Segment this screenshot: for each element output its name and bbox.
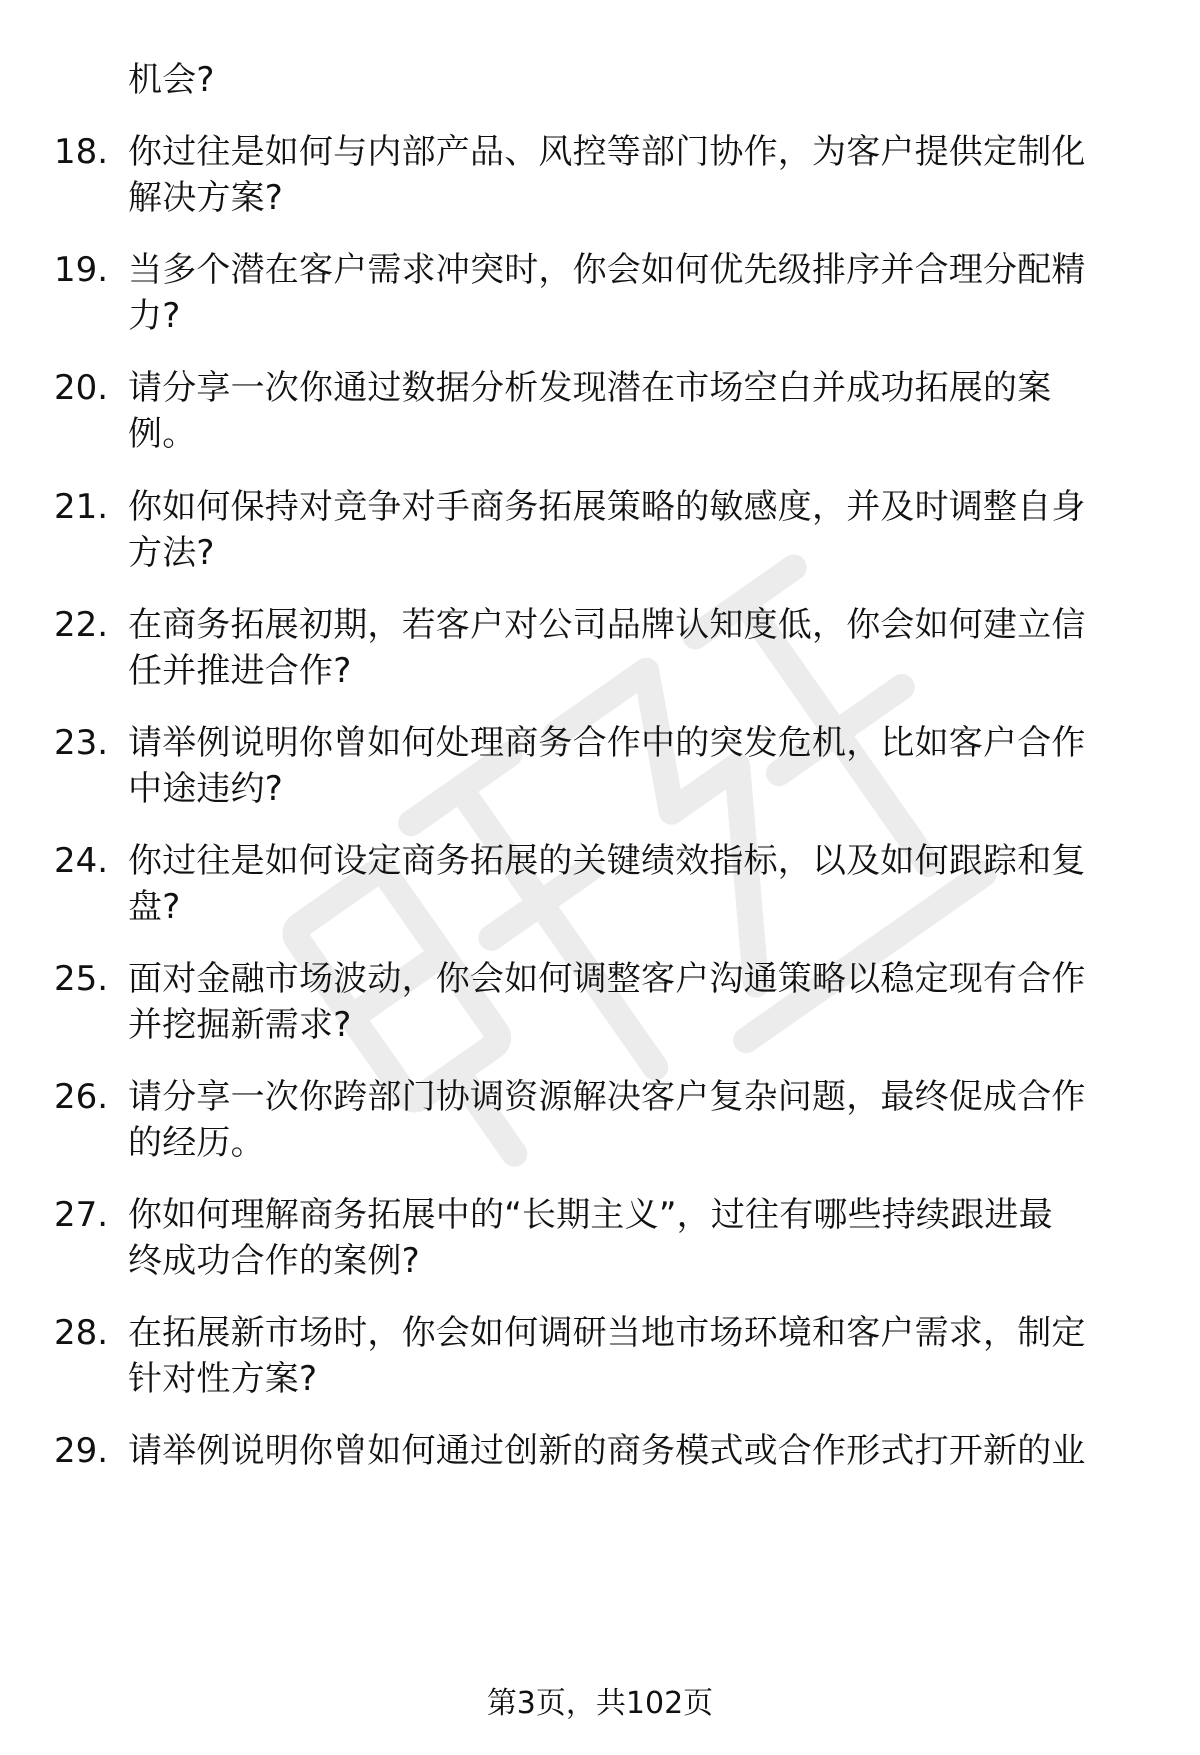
question-text-line: 盘? [128,887,181,927]
question-text-line: 请举例说明你曾如何处理商务合作中的突发危机，比如客户合作 [128,723,1086,763]
question-text-line: 方法? [128,533,215,573]
question-text-line: 请分享一次你通过数据分析发现潜在市场空白并成功拓展的案 [128,368,1052,408]
question-number: 27. [54,1195,109,1235]
question-text-line: 任并推进合作? [128,651,352,691]
question-number: 18. [54,132,109,172]
question-number: 26. [54,1077,109,1117]
question-number: 22. [54,605,109,645]
question-text-line: 当多个潜在客户需求冲突时，你会如何优先级排序并合理分配精 [128,250,1086,290]
question-text-line: 力? [128,296,181,336]
question-number: 25. [54,959,109,999]
question-text-line: 解决方案? [128,178,284,218]
question-text-line: 你如何理解商务拓展中的“长期主义”，过往有哪些持续跟进最 [128,1195,1053,1235]
question-text-line: 的经历。 [128,1123,265,1163]
page-footer: 第3页，共102页 [486,1686,714,1721]
question-text-line: 你如何保持对竞争对手商务拓展策略的敏感度，并及时调整自身 [128,487,1086,527]
continued-question-text: 机会? [128,60,215,100]
question-text-line: 例。 [128,414,197,454]
question-text-line: 面对金融市场波动，你会如何调整客户沟通策略以稳定现有合作 [128,959,1086,999]
question-text-line: 请分享一次你跨部门协调资源解决客户复杂问题，最终促成合作 [128,1077,1086,1117]
question-number: 20. [54,368,109,408]
question-number: 29. [54,1431,109,1471]
question-text-line: 中途违约? [128,769,284,809]
question-number: 21. [54,487,109,527]
question-text-line: 你过往是如何与内部产品、风控等部门协作，为客户提供定制化 [128,132,1086,172]
question-text-line: 并挖掘新需求? [128,1005,352,1045]
question-number: 23. [54,723,109,763]
question-number: 28. [54,1313,109,1353]
question-text-line: 请举例说明你曾如何通过创新的商务模式或合作形式打开新的业 [128,1431,1086,1471]
question-text-line: 在商务拓展初期，若客户对公司品牌认知度低，你会如何建立信 [128,605,1086,645]
question-text-line: 你过往是如何设定商务拓展的关键绩效指标，以及如何跟踪和复 [128,841,1086,881]
question-text-line: 终成功合作的案例? [128,1241,420,1281]
question-number: 24. [54,841,109,881]
question-text-line: 针对性方案? [128,1359,318,1399]
question-number: 19. [54,250,109,290]
question-text-line: 在拓展新市场时，你会如何调研当地市场环境和客户需求，制定 [128,1313,1086,1353]
